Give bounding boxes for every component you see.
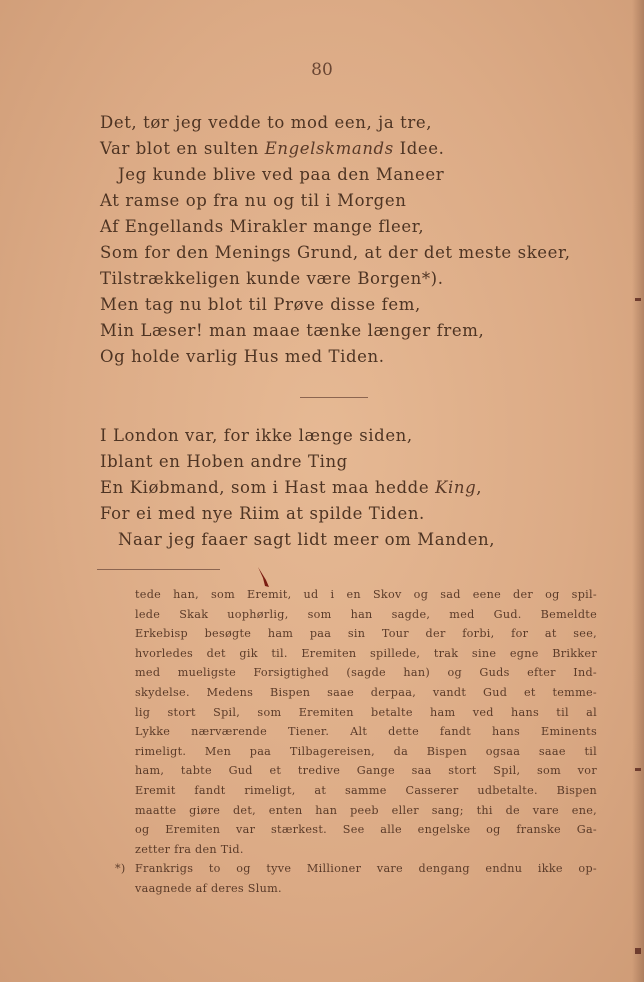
verse-line: Og holde varlig Hus med Tiden. <box>100 347 385 366</box>
footnote-marker: *) <box>115 862 126 876</box>
verse-line: For ei med nye Riim at spilde Tiden. <box>100 504 425 523</box>
footnotes <box>115 585 597 899</box>
verse-line: En Kiøbmand, som i Hast maa hedde King, <box>100 478 483 497</box>
verse-line: Som for den Menings Grund, at der det meste skeer, <box>100 243 571 262</box>
edge-mark <box>635 298 641 301</box>
poem-stanza-1 <box>100 110 571 370</box>
verse-line: At ramse op fra nu og til i Morgen <box>100 191 407 210</box>
verse-line: Var blot en sulten Engelskmands Idee. <box>100 139 445 158</box>
page-edge-shadow <box>632 0 644 982</box>
edge-mark <box>635 768 641 771</box>
footnote-star: *) Frankrigs to og tyve Millioner vare dengang endnu ikke op- vaagnede af deres Slum. <box>135 859 597 898</box>
verse-line: I London var, for ikke længe siden, <box>100 426 413 445</box>
verse-line: Af Engellands Mirakler mange fleer, <box>100 217 425 236</box>
verse-line: Det, tør jeg vedde to mod een, ja tre, <box>100 113 433 132</box>
verse-line: Men tag nu blot til Prøve disse fem, <box>100 295 421 314</box>
verse-line: Min Læser! man maae tænke længer frem, <box>100 321 485 340</box>
italic-word: Engelskmands <box>264 139 394 158</box>
poem-stanza-2 <box>100 423 495 553</box>
verse-line: Iblant en Hoben andre Ting <box>100 452 348 471</box>
footnote-rule <box>97 569 220 570</box>
section-divider <box>300 397 368 398</box>
page-number: 80 <box>311 60 333 80</box>
footnote-continued: tede han, som Eremit, ud i en Skov og sad eene der og spil- lede Skak uophørlig, som han sagde, med Gud. Bemeldte Erkebisp besøgte ham paa sin Tour der forbi, for at see, hvorledes det gik til. Eremiten spillede, trak sine egne Brikker med mueligste Forsigtighed (sagde han) og Guds efter Ind- skydelse. Medens Bispen saae derpaa, vandt Gud et temme- lig stort Spil, som Eremiten betalte ham ved hans til al Lykke nærværende Tiener. Alt dette fandt hans Eminents rimeligt. Men paa Tilbagereisen, da Bispen ogsaa saae til ham, tabte Gud et tredive Gange saa stort Spil, som vor Eremit fandt rimeligt, at samme Casserer udbetalte. Bispen maatte giøre det, enten han peeb eller sang; thi de vare ene, og Eremiten var stærkest. See alle engelske og franske Ga- zetter fra den Tid. <box>135 588 597 856</box>
verse-line: Tilstrækkeligen kunde være Borgen*). <box>100 269 444 288</box>
edge-mark <box>635 948 641 954</box>
italic-word: King <box>435 478 477 497</box>
verse-line: Naar jeg faaer sagt lidt meer om Manden, <box>118 530 496 549</box>
verse-line: Jeg kunde blive ved paa den Maneer <box>118 165 445 184</box>
